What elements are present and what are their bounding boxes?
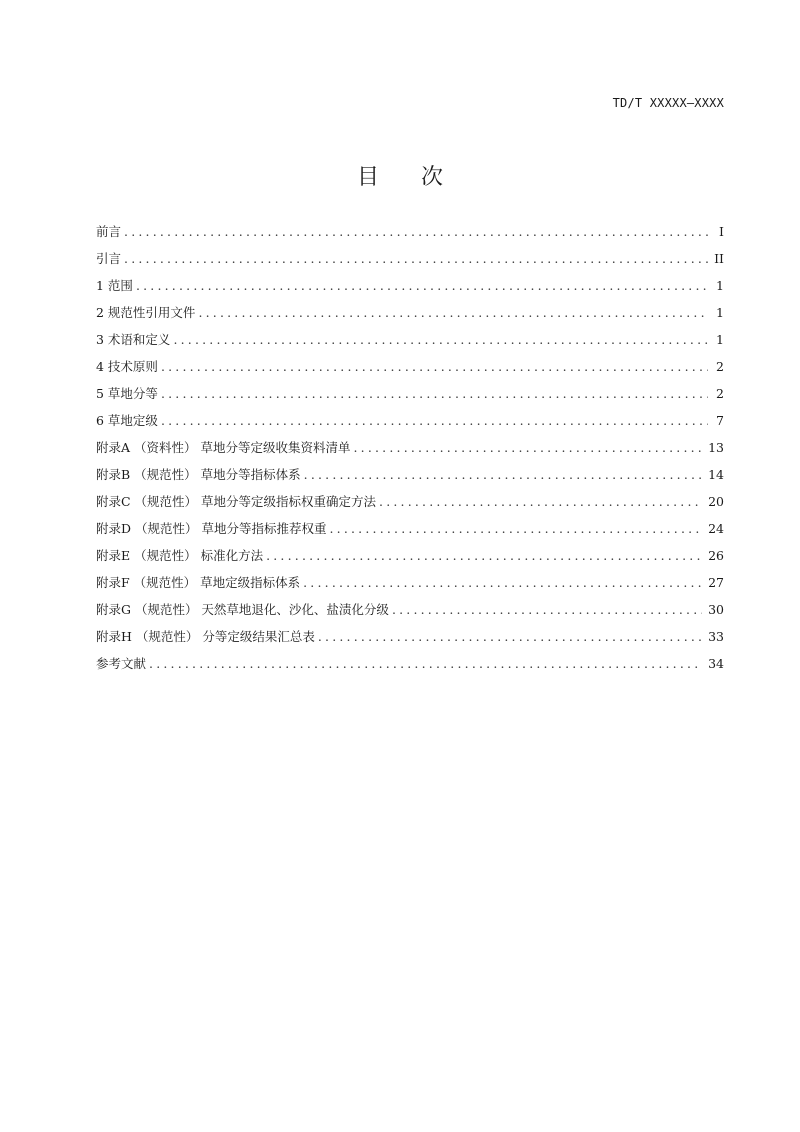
toc-entry-introduction[interactable]	[96, 245, 724, 272]
toc-dot-leader	[124, 218, 708, 245]
toc-entry-foreword[interactable]	[96, 218, 724, 245]
toc-entry-page: I	[719, 224, 724, 239]
toc-dot-leader	[161, 353, 708, 380]
toc-entry-page: 24	[708, 521, 724, 536]
toc-entry-normative-references[interactable]	[96, 299, 724, 326]
toc-entry-bibliography[interactable]	[96, 650, 724, 677]
toc-entry-appendix-b[interactable]	[96, 461, 724, 488]
toc-entry-label: 6 草地定级	[96, 413, 158, 428]
toc-dot-leader	[392, 596, 702, 623]
toc-dot-leader	[318, 623, 702, 650]
table-of-contents	[96, 218, 724, 677]
toc-entry-terms-definitions[interactable]	[96, 326, 724, 353]
toc-entry-technical-principles[interactable]	[96, 353, 724, 380]
toc-dot-leader	[266, 542, 702, 569]
document-code: TD/T XXXXX—XXXX	[612, 96, 724, 110]
toc-entry-label: 3 术语和定义	[96, 332, 171, 347]
toc-entry-appendix-e[interactable]	[96, 542, 724, 569]
toc-dot-leader	[161, 407, 708, 434]
toc-dot-leader	[149, 650, 702, 677]
toc-dot-leader	[136, 272, 708, 299]
toc-entry-appendix-h[interactable]	[96, 623, 724, 650]
toc-entry-page: 27	[708, 575, 724, 590]
toc-entry-label: 附录H （规范性） 分等定级结果汇总表	[96, 629, 315, 644]
toc-dot-leader	[329, 515, 702, 542]
toc-entry-label: 参考文献	[96, 656, 147, 671]
toc-entry-label: 4 技术原则	[96, 359, 158, 374]
toc-entry-appendix-d[interactable]	[96, 515, 724, 542]
toc-entry-label: 附录E （规范性） 标准化方法	[96, 548, 264, 563]
toc-entry-page: 7	[716, 413, 724, 428]
toc-dot-leader	[198, 299, 708, 326]
toc-entry-page: 1	[716, 278, 724, 293]
toc-entry-page: 34	[708, 656, 724, 671]
toc-dot-leader	[161, 380, 708, 407]
toc-entry-label: 附录G （规范性） 天然草地退化、沙化、盐渍化分级	[96, 602, 389, 617]
toc-dot-leader	[173, 326, 708, 353]
toc-dot-leader	[379, 488, 702, 515]
toc-entry-page: 13	[708, 440, 724, 455]
toc-entry-page: 30	[708, 602, 724, 617]
toc-entry-label: 前言	[96, 224, 122, 239]
toc-entry-page: 14	[708, 467, 724, 482]
toc-entry-appendix-f[interactable]	[96, 569, 724, 596]
toc-dot-leader	[353, 434, 702, 461]
toc-dot-leader	[124, 245, 708, 272]
toc-entry-appendix-c[interactable]	[96, 488, 724, 515]
toc-entry-label: 附录F （规范性） 草地定级指标体系	[96, 575, 301, 590]
toc-entry-page: 26	[708, 548, 724, 563]
toc-dot-leader	[303, 569, 702, 596]
toc-entry-page: 2	[716, 386, 724, 401]
toc-entry-label: 5 草地分等	[96, 386, 158, 401]
toc-entry-label: 附录B （规范性） 草地分等指标体系	[96, 467, 301, 482]
toc-entry-label: 附录D （规范性） 草地分等指标推荐权重	[96, 521, 327, 536]
toc-entry-label: 附录A （资料性） 草地分等定级收集资料清单	[96, 440, 351, 455]
toc-entry-label: 附录C （规范性） 草地分等定级指标权重确定方法	[96, 494, 377, 509]
toc-entry-grassland-grading[interactable]	[96, 380, 724, 407]
toc-entry-scope[interactable]	[96, 272, 724, 299]
toc-entry-grassland-ranking[interactable]	[96, 407, 724, 434]
toc-entry-page: 1	[716, 332, 724, 347]
toc-entry-page: 2	[716, 359, 724, 374]
toc-entry-page: 20	[708, 494, 724, 509]
toc-entry-label: 引言	[96, 251, 122, 266]
page-title: 目次	[356, 165, 485, 190]
toc-entry-label: 2 规范性引用文件	[96, 305, 196, 320]
toc-entry-page: 33	[708, 629, 724, 644]
toc-entry-page: 1	[716, 305, 724, 320]
toc-entry-appendix-a[interactable]	[96, 434, 724, 461]
toc-entry-appendix-g[interactable]	[96, 596, 724, 623]
toc-entry-page: II	[714, 251, 724, 266]
toc-dot-leader	[304, 461, 702, 488]
toc-entry-label: 1 范围	[96, 278, 133, 293]
